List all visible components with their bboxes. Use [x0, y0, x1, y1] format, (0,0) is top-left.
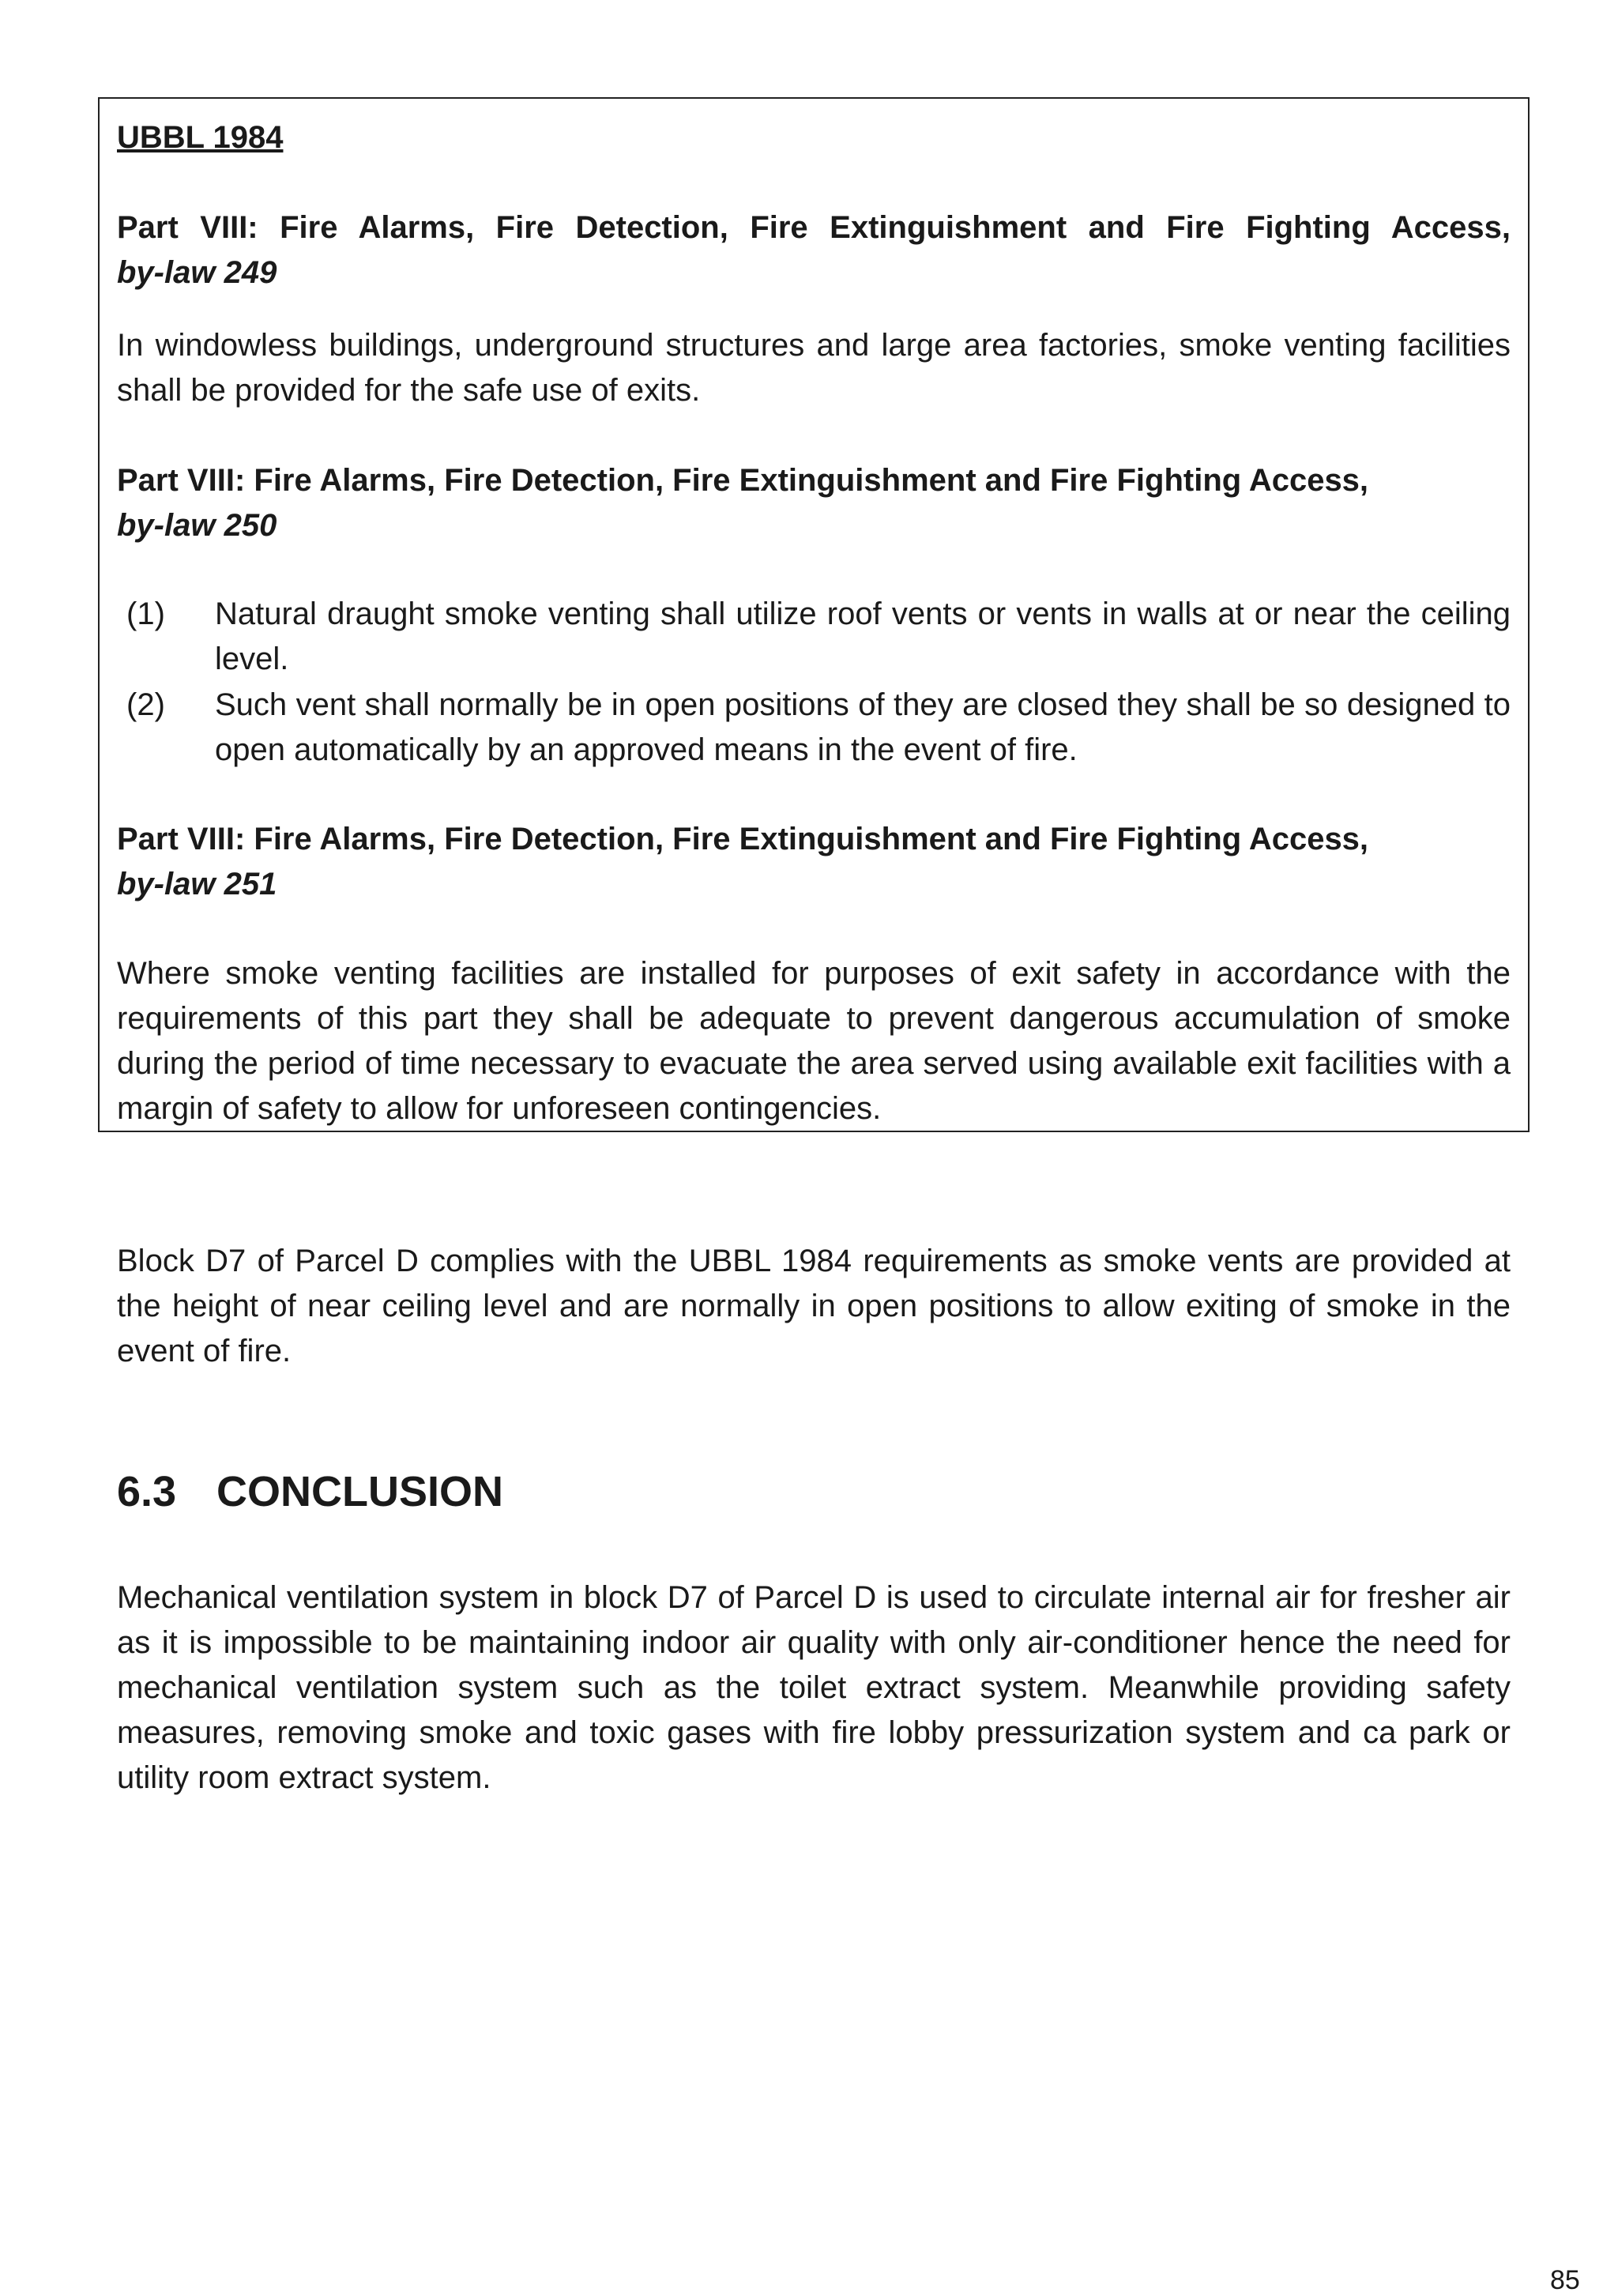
box-title: UBBL 1984 [117, 120, 284, 155]
section-number: 6.3 [117, 1468, 177, 1515]
bylaw-249-label: by-law 249 [117, 255, 277, 290]
bylaw-250-label: by-law 250 [117, 508, 277, 543]
compliance-paragraph: Block D7 of Parcel D complies with the UBBL 1984 requirements as smoke vents are provided at the height of near ceiling level and are normally in open positions to allow exiting of smoke in the event of fire. [117, 1244, 1511, 1368]
bylaw-250-heading: Part VIII: Fire Alarms, Fire Detection, Fire Extinguishment and Fire Fighting Access, [117, 463, 1369, 498]
bylaw-251-label: by-law 251 [117, 867, 277, 901]
page-number: 85 [1550, 2265, 1580, 2295]
conclusion-paragraph: Mechanical ventilation system in block D7 of Parcel D is used to circulate internal air for fresher air as it is impossible to be maintaining indoor air quality with only air-conditioner hence the need for mechanical ventilation system such as the toilet extract system. Meanwhile providing safety measures, removing smoke and toxic gases with fire lobby pressurization system and ca park or utility room extract system. [117, 1580, 1511, 1795]
bylaw-251-heading: Part VIII: Fire Alarms, Fire Detection, Fire Extinguishment and Fire Fighting Access, [117, 822, 1369, 856]
list-item-number: (1) [126, 597, 165, 631]
section-title: CONCLUSION [216, 1468, 503, 1515]
bylaw-251-text: Where smoke venting facilities are installed for purposes of exit safety in accordance with the requirements of this part they shall be adequate to prevent dangerous accumulation of smoke during the period of time necessary to evacuate the area served using available exit facilities with a margin of safety to allow for unforeseen contingencies. [117, 956, 1511, 1126]
list-item-text: Natural draught smoke venting shall utilize roof vents or vents in walls at or near the ceiling level. [215, 597, 1511, 676]
bylaw-249-heading: Part VIII: Fire Alarms, Fire Detection, Fire Extinguishment and Fire Fighting Access, [117, 210, 1511, 245]
bylaw-249-text: In windowless buildings, underground structures and large area factories, smoke venting facilities shall be provided for the safe use of exits. [117, 328, 1511, 408]
list-item-number: (2) [126, 687, 165, 722]
list-item-text: Such vent shall normally be in open positions of they are closed they shall be so designed to open automatically by an approved means in the event of fire. [215, 687, 1511, 767]
